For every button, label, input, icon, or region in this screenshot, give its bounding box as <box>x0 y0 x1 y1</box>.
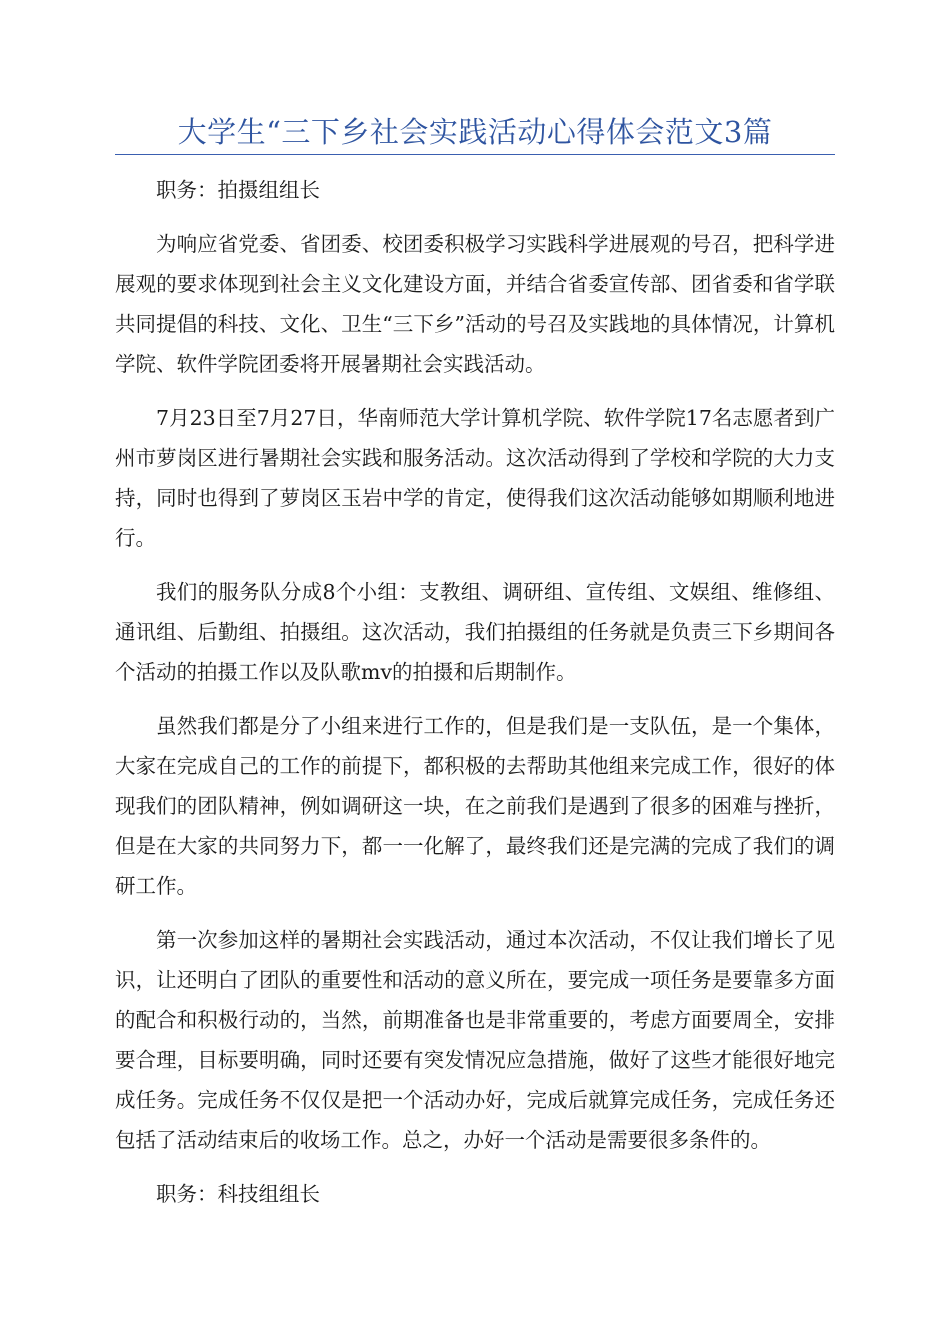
title-underline <box>115 154 835 155</box>
paragraph: 第一次参加这样的暑期社会实践活动，通过本次活动，不仅让我们增长了见识，让还明白了团队的重要性和活动的意义所在，要完成一项任务是要靠多方面的配合和积极行动的，当然，前期准备也是非常重要的，考虑方面要周全，安排要合理，目标要明确，同时还要有突发情况应急措施，做好了这些才能很好地完成任务。完成任务不仅仅是把一个活动办好，完成后就算完成任务，完成任务还包括了活动结束后的收场工作。总之，办好一个活动是需要很多条件的。 <box>115 928 835 1152</box>
document-title: 大学生“三下乡社会实践活动心得体会范文3篇 <box>177 115 773 149</box>
paragraph: 为响应省党委、省团委、校团委积极学习实践科学进展观的号召，把科学进展观的要求体现到社会主义文化建设方面，并结合省委宣传部、团省委和省学联共同提倡的科技、文化、卫生“三下乡”活动的号召及实践地的具体情况，计算机学院、软件学院团委将开展暑期社会实践活动。 <box>115 232 835 376</box>
document-body <box>115 170 835 1228</box>
role-line: 职务：拍摄组组长 <box>156 178 320 202</box>
paragraph: 虽然我们都是分了小组来进行工作的，但是我们是一支队伍，是一个集体，大家在完成自己的工作的前提下，都积极的去帮助其他组来完成工作，很好的体现我们的团队精神，例如调研这一块，在之前我们是遇到了很多的困难与挫折，但是在大家的共同努力下，都一一化解了，最终我们还是完满的完成了我们的调研工作。 <box>115 714 835 898</box>
paragraph: 我们的服务队分成8个小组：支教组、调研组、宣传组、文娱组、维修组、通讯组、后勤组、拍摄组。这次活动，我们拍摄组的任务就是负责三下乡期间各个活动的拍摄工作以及队歌mv的拍摄和后期制作。 <box>115 580 835 684</box>
paragraph: 7月23日至7月27日，华南师范大学计算机学院、软件学院17名志愿者到广州市萝岗区进行暑期社会实践和服务活动。这次活动得到了学校和学院的大力支持，同时也得到了萝岗区玉岩中学的肯定，使得我们这次活动能够如期顺利地进行。 <box>115 406 835 550</box>
role-line: 职务：科技组组长 <box>156 1182 320 1206</box>
